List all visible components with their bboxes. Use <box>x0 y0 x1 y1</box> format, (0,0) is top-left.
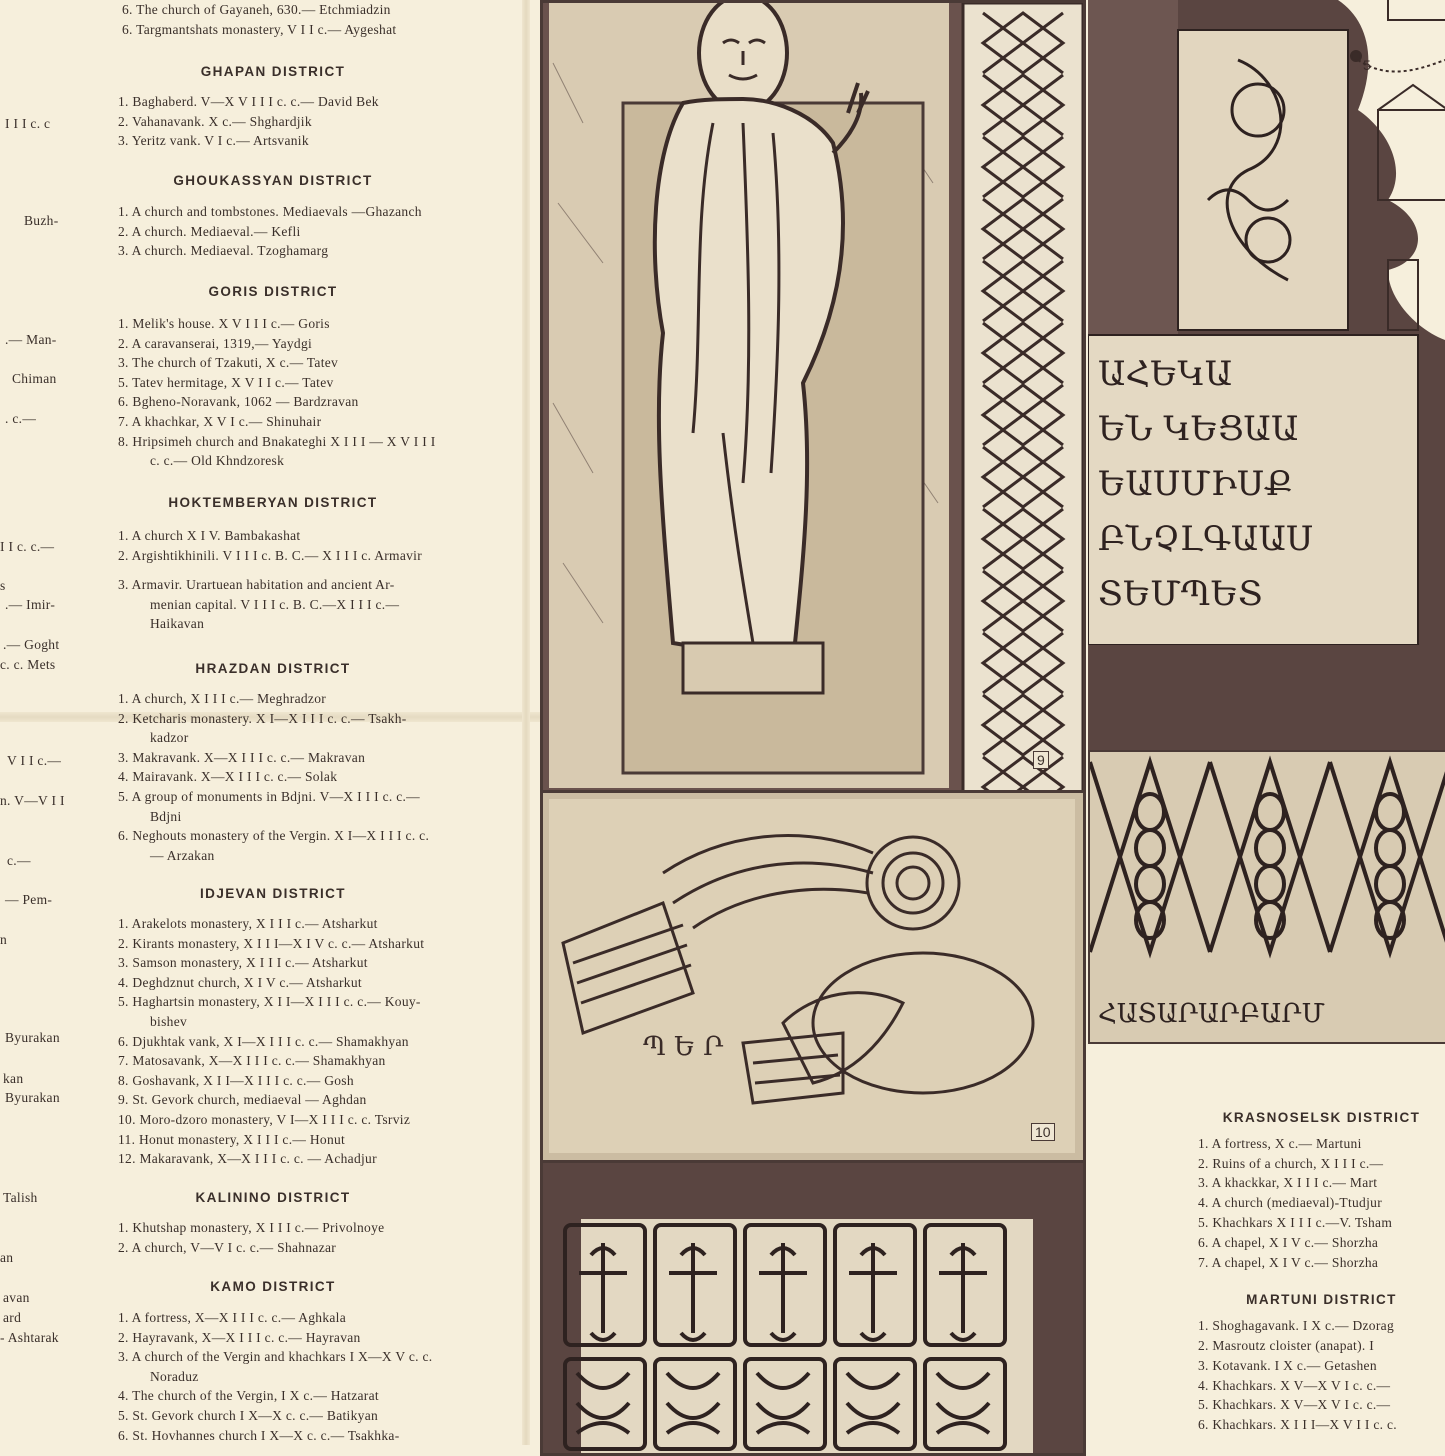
list-item: 1. A fortress, X c.— Martuni <box>1198 1135 1362 1151</box>
paper-fold-vertical <box>522 0 530 1445</box>
district-items <box>118 92 379 151</box>
list-item: 1. A church, X I I I c.— Meghradzor <box>118 691 327 706</box>
list-item: 6. Bgheno-Noravank, 1062 — Bardzravan <box>118 394 359 410</box>
left-fragment: V I I c.— <box>7 753 62 768</box>
district-items <box>118 526 422 634</box>
bird-relief-illustration <box>543 793 1083 1163</box>
left-fragment: c. c. Mets <box>0 657 56 672</box>
left-fragment: - Ashtarak <box>0 1330 59 1345</box>
list-item: 8. Hripsimeh church and Bnakateghi X I I I — X V I I I <box>118 433 436 449</box>
left-fragment: Buzh- <box>24 213 59 228</box>
list-item: menian capital. V I I I c. B. C.—X I I I c.— <box>150 596 400 612</box>
left-fragment: .— Man- <box>5 332 57 347</box>
left-fragment: I I I c. c <box>5 116 51 131</box>
list-item: 2. A caravanserai, 1319,— Yaydgi <box>118 335 313 351</box>
list-item: 5. Tatev hermitage, X V I I c.— Tatev <box>118 374 334 390</box>
district-heading: IDJEVAN DISTRICT <box>200 886 346 901</box>
plate-inscribed-stele <box>1088 0 1445 750</box>
list-item: 2. Argishtikhinili. V I I I c. B. C.— X I I I c. Armavir <box>118 547 423 563</box>
list-item: kadzor <box>150 730 189 746</box>
list-item: 3. Yeritz vank. V I c.— Artsvanik <box>118 133 309 149</box>
stele-illustration <box>1088 0 1445 750</box>
list-item: 2. Vahanavank. X c.— Shghardjik <box>118 113 312 129</box>
list-item: 2. Kirants monastery, X I I I—X I V c. c.— Atsharkut <box>118 935 425 951</box>
district-items <box>118 202 422 261</box>
list-item: 5. Khachkars. X V—X V I c. c.— <box>1198 1397 1391 1413</box>
list-item: 2. A church, V—V I c. c.— Shahnazar <box>118 1239 337 1255</box>
list-item: 3. A church of the Vergin and khachkars I X—X V c. c. <box>118 1349 433 1365</box>
list-item: 1. Melik's house. X V I I I c.— Goris <box>118 316 330 331</box>
list-item: 4. Khachkars. X V—X V I c. c.— <box>1198 1377 1391 1393</box>
list-item: 1. Khutshap monastery, X I I I c.— Privolnoye <box>118 1220 385 1235</box>
list-item: 1. A fortress, X—X I I I c. c.— Aghkala <box>118 1310 347 1325</box>
list-item: 2. Hayravank, X—X I I I c. c.— Hayravan <box>118 1329 361 1345</box>
khachkar-panel-illustration <box>543 1163 1083 1453</box>
list-item: 11. Honut monastery, X I I I c.— Honut <box>118 1131 346 1147</box>
left-fragment: c.— <box>7 853 31 868</box>
stele-inscription-line: ԱՀԵԿԱ <box>1098 354 1233 394</box>
left-fragment: Byurakan <box>5 1030 60 1045</box>
list-item: 5. Khachkars X I I I c.—V. Tsham <box>1198 1214 1393 1230</box>
list-item: 3. A khackkar, X I I I c.— Mart <box>1198 1175 1378 1191</box>
plate-number-10: 10 <box>1031 1123 1055 1141</box>
left-fragment: n. V—V I I <box>0 793 65 808</box>
district-heading: KAMO DISTRICT <box>210 1279 336 1294</box>
stele-inscription-line: ԵԱՍՄԻՍՔ <box>1098 464 1293 504</box>
bird-inscription: Պ Ե Ր <box>643 1032 724 1062</box>
top-items <box>122 0 396 40</box>
district-heading: MARTUNI DISTRICT <box>1246 1292 1397 1308</box>
district-heading: KALININO DISTRICT <box>195 1190 351 1205</box>
list-item: 2. Masroutz cloister (anapat). I <box>1198 1337 1375 1353</box>
stele-inscription-line: ԵՆ ԿԵՑԱԱ <box>1098 409 1299 449</box>
left-fragment: avan <box>3 1290 30 1305</box>
list-item: 10. Moro-dzoro monastery, V I—X I I I c. c. Tsrviz <box>118 1111 411 1127</box>
list-item: 3. Makravank. X—X I I I c. c.— Makravan <box>118 749 366 765</box>
plate-saint-relief <box>540 0 1086 796</box>
list-item: 2. Ketcharis monastery. X I—X I I I c. c.— Tsakh- <box>118 710 407 726</box>
stele-inscription-line: ԲՆՉԼԳԱԱՍ <box>1098 519 1314 559</box>
list-item: 4. Mairavank. X—X I I I c. c.— Solak <box>118 769 338 785</box>
stele-inscription-line: ՏԵՄՊԵՏ <box>1098 574 1263 614</box>
list-item: 6. Targmantshats monastery, V I I c.— Aygeshat <box>122 22 397 37</box>
left-fragment: Byurakan <box>5 1090 60 1105</box>
list-item: 7. A khachkar, X V I c.— Shinuhair <box>118 413 322 429</box>
plate-bird-relief <box>540 790 1086 1166</box>
list-item: 8. Goshavank, X I I—X I I I c. c.— Gosh <box>118 1072 354 1088</box>
list-item: c. c.— Old Khndzoresk <box>150 453 285 469</box>
list-item: 1. Shoghagavank. I X c.— Dzorag <box>1198 1318 1394 1334</box>
list-item: 5. St. Gevork church I X—X c. c.— Batikyan <box>118 1407 379 1423</box>
list-item: 3. Armavir. Urartuean habitation and ancient Ar- <box>118 577 395 593</box>
list-item: 3. The church of Tzakuti, X c.— Tatev <box>118 355 339 371</box>
list-item: 12. Makaravank, X—X I I I c. c. — Achadjur <box>118 1151 377 1167</box>
left-fragment: ard <box>3 1310 22 1325</box>
saint-relief-illustration <box>543 3 1083 793</box>
left-fragment: — Pem- <box>5 892 53 907</box>
list-item: Noraduz <box>150 1368 199 1384</box>
list-item: Haikavan <box>150 616 205 632</box>
plate-number-5: 5 <box>1363 57 1371 73</box>
district-heading: GHOUKASSYAN DISTRICT <box>173 173 373 188</box>
list-item: bishev <box>150 1013 188 1029</box>
list-item: 1. A church and tombstones. Mediaevals —Ghazanch <box>118 204 422 219</box>
list-item: 7. Matosavank, X—X I I I c. c.— Shamakhyan <box>118 1053 386 1069</box>
district-items <box>118 1308 432 1445</box>
list-item: 6. Khachkars. X I I I—X V I I c. c. <box>1198 1417 1397 1433</box>
district-heading: GHAPAN DISTRICT <box>200 64 346 79</box>
list-item: 4. The church of the Vergin, I X c.— Hatzarat <box>118 1388 379 1404</box>
list-item: 6. A chapel, X I V c.— Shorzha <box>1198 1234 1379 1250</box>
list-item: — Arzakan <box>150 847 215 863</box>
list-item: 6. Djukhtak vank, X I—X I I I c. c.— Shamakhyan <box>118 1033 409 1049</box>
district-heading: KRASNOSELSK DISTRICT <box>1222 1110 1421 1125</box>
list-item: 6. The church of Gayaneh, 630.— Etchmiadzin <box>122 2 391 17</box>
list-item: 3. A church. Mediaeval. Tzoghamarg <box>118 243 329 259</box>
left-fragment: an <box>0 1250 14 1265</box>
list-item: 7. A chapel, X I V c.— Shorzha <box>1198 1254 1379 1270</box>
list-item: 2. A church. Mediaeval.— Kefli <box>118 223 301 239</box>
list-item: Bdjni <box>150 808 182 824</box>
left-fragment: Chiman <box>12 371 57 386</box>
list-item: 3. Kotavank. I X c.— Getashen <box>1198 1357 1377 1373</box>
list-item: 3. Samson monastery, X I I I c.— Atsharkut <box>118 955 368 971</box>
list-item: 2. Ruins of a church, X I I I c.— <box>1198 1155 1384 1171</box>
left-fragment: . c.— <box>5 411 37 426</box>
list-item: 6. Neghouts monastery of the Vergin. X I—X I I I c. c. <box>118 828 430 844</box>
list-item: 4. A church (mediaeval)-Ttudjur <box>1198 1195 1382 1211</box>
list-item: 1. A church X I V. Bambakashat <box>118 528 301 543</box>
district-heading: GORIS DISTRICT <box>208 284 338 299</box>
left-fragment: n <box>0 932 8 947</box>
frieze-inscription: ՀԱՏԱՐԱՐԲԱՐՄ <box>1098 999 1325 1029</box>
right-monument-list <box>1198 1108 1445 1435</box>
left-fragment: Talish <box>3 1190 38 1205</box>
district-items <box>118 914 424 1169</box>
list-item: 5. A group of monuments in Bdjni. V—X I I I c. c.— <box>118 788 420 804</box>
plate-grapevine-frieze <box>1088 750 1445 1044</box>
list-item: 6. St. Hovhannes church I X—X c. c.— Tsakhka- <box>118 1427 400 1443</box>
left-fragment: s <box>0 578 6 593</box>
list-item: 5. Haghartsin monastery, X I I—X I I I c. c.— Kouy- <box>118 994 421 1010</box>
left-fragment: .— Goght <box>3 637 60 652</box>
district-items <box>118 1218 384 1257</box>
district-heading: HOKTEMBERYAN DISTRICT <box>168 495 378 510</box>
plate-number-9: 9 <box>1033 751 1049 769</box>
grapevine-frieze-illustration <box>1090 752 1445 1042</box>
list-item: 1. Baghaberd. V—X V I I I c. c.— David Bek <box>118 94 379 109</box>
left-fragment: kan <box>3 1071 24 1086</box>
list-item: 4. Deghdznut church, X I V c.— Atsharkut <box>118 974 362 990</box>
district-items <box>118 689 429 865</box>
list-item: 9. St. Gevork church, mediaeval — Aghdan <box>118 1092 367 1108</box>
plate-khachkar-panel <box>540 1160 1086 1456</box>
left-fragment: I I c. c.— <box>0 539 55 554</box>
district-heading: HRAZDAN DISTRICT <box>195 661 351 676</box>
list-item: 1. Arakelots monastery, X I I I c.— Atsharkut <box>118 916 378 931</box>
district-items <box>118 314 436 471</box>
left-fragment: .— Imir- <box>5 597 56 612</box>
